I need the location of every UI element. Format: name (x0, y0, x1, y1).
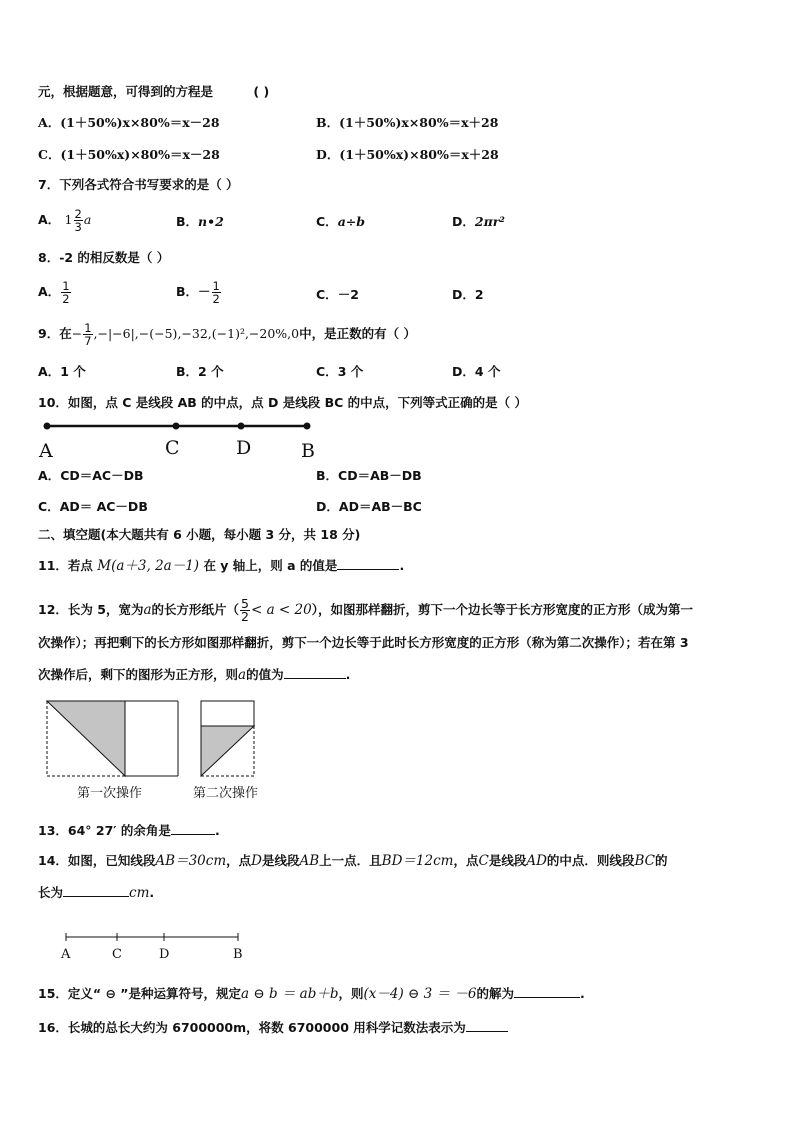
q10-option-a: A．CD＝AC－DB (38, 468, 144, 483)
q14-label-b: B (233, 947, 243, 962)
q8-option-d: D．2 (452, 287, 484, 302)
q10-option-d: D．AD＝AB－BC (316, 499, 422, 514)
q12-fig2-caption: 第二次操作 (193, 786, 259, 801)
q6-option-c: C．(1＋50%x)×80%＝x－28 (38, 147, 220, 162)
q6-option-b: B．(1＋50%)x×80%＝x＋28 (316, 115, 499, 130)
q10-label-a: A (39, 440, 53, 462)
q8-option-b: B．－ $\frac{1}{2}$ (176, 279, 220, 306)
q7-option-d: D．2πr² (452, 214, 505, 229)
q6-option-a: A．(1＋50%)x×80%＝x－28 (38, 115, 220, 130)
q9-option-d: D．4 个 (452, 364, 501, 379)
q10-option-b: B．CD＝AB－DB (316, 468, 422, 483)
q16-answer-blank (466, 1019, 508, 1032)
question-7-stem: 7．下列各式符合书写要求的是（ ） (38, 177, 239, 192)
q6-paren: ( ) (253, 84, 270, 99)
q14-label-c: C (112, 947, 122, 962)
q15-answer-blank (514, 985, 580, 998)
q10-label-c: C (165, 437, 180, 459)
q9-option-b: B．2 个 (176, 364, 224, 379)
q7-option-c: C．a÷b (316, 214, 366, 229)
q8-option-a: A． $\frac{1}{2}$ (38, 279, 70, 306)
q7-option-a: A． 1 $\frac{2}{3}$ a (38, 207, 92, 234)
question-8-stem: 8．-2 的相反数是（ ） (38, 250, 170, 265)
question-15: 15．定义“ ⊖ ”是种运算符号，规定a ⊖ b ＝ ab＋b，则(x－4) ⊖ 3 ＝ －6的解为 . (38, 986, 585, 1002)
q10-label-b: B (301, 440, 315, 462)
q14-label-d: D (159, 947, 170, 962)
q14-label-a: A (61, 947, 71, 962)
question-12-line-1: 12．长为 5，宽为a的长方形纸片（ $\frac{5}{2}$ < a < 20），如图那样翻折，剪下一个边长等于长方形宽度的正方形（成为第一 (38, 596, 693, 624)
q8-option-c: C．－2 (316, 287, 359, 302)
q6-option-d: D．(1＋50%x)×80%＝x＋28 (316, 147, 499, 162)
question-10-stem: 10．如图，点 C 是线段 AB 的中点，点 D 是线段 BC 的中点，下列等式正确的是（ ） (38, 395, 528, 410)
question-9-stem: 9．在− $\frac{1}{7}$ ,−|−6|,−(−5),−32,(−1)²,−20%,0中，是正数的有（ ） (38, 321, 416, 348)
q12-fig1-caption: 第一次操作 (77, 786, 143, 801)
question-13: 13．64° 27′ 的余角是 . (38, 823, 220, 838)
question-14-line-1: 14．如图，已知线段AB＝30cm，点D是线段AB上一点．且BD＝12cm，点C是线段AD的中点．则线段BC的 (38, 853, 668, 869)
section-2-heading: 二、填空题(本大题共有 6 小题，每小题 3 分，共 18 分) (38, 527, 361, 542)
q7-option-b: B．n•2 (176, 214, 224, 229)
question-16: 16．长城的总长大约为 6700000m，将数 6700000 用科学记数法表示为 (38, 1019, 508, 1036)
q9-option-c: C．3 个 (316, 364, 364, 379)
question-14-line-2: 长为 cm. (38, 885, 155, 901)
question-11: 11．若点 M(a＋3, 2a－1) 在 y 轴上，则 a 的值是 . (38, 558, 405, 574)
q10-label-d: D (236, 437, 252, 459)
question-12-line-3: 次操作后，剩下的图形为正方形，则a的值为 . (38, 667, 351, 683)
q10-option-c: C．AD＝ AC－DB (38, 499, 148, 514)
q9-option-a: A．1 个 (38, 364, 86, 379)
question-12-line-2: 次操作）；再把剩下的长方形如图那样翻折，剪下一个边长等于此时长方形宽度的正方形（称为第二次操作）；若在第 3 (38, 635, 689, 650)
q6-text: 元，根据题意，可得到的方程是 (38, 84, 214, 99)
